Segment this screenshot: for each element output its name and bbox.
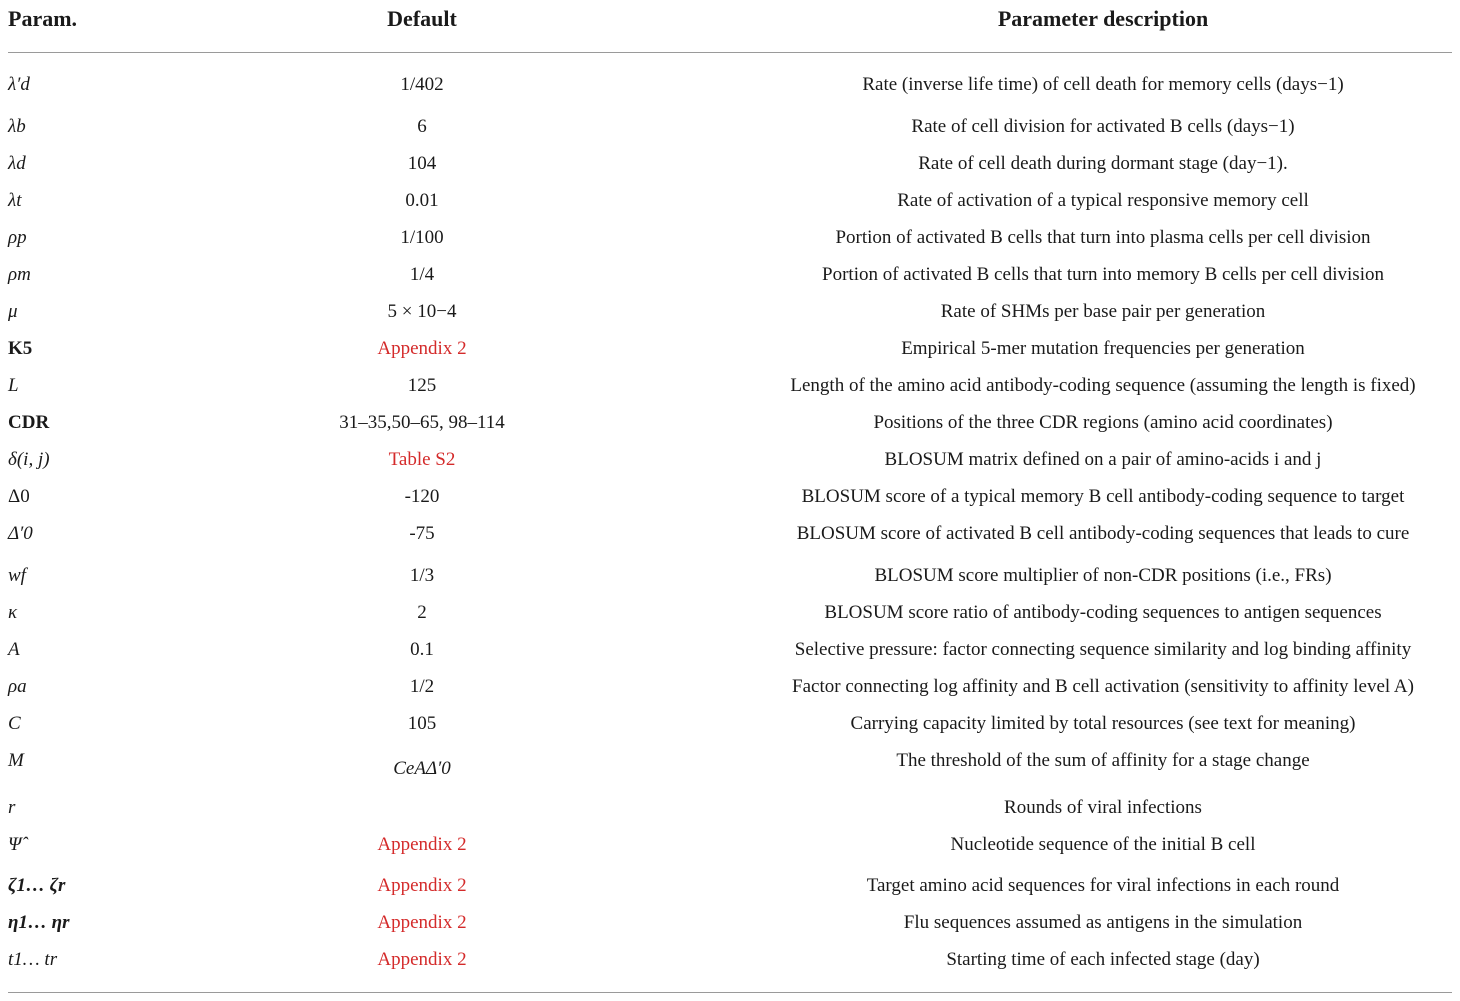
description-cell: Empirical 5-mer mutation frequencies per generation	[901, 338, 1305, 359]
param-cell: t1… tr	[8, 949, 58, 970]
param-cell: ρp	[8, 227, 27, 248]
param-cell: CDR	[8, 412, 50, 433]
param-cell: M	[8, 750, 24, 771]
description-cell: Rounds of viral infections	[1004, 797, 1202, 818]
table-row	[0, 189, 1460, 217]
table-row	[0, 712, 1460, 740]
table-row	[0, 337, 1460, 365]
header-default: Default	[387, 6, 457, 31]
table-row	[0, 749, 1460, 777]
param-cell: ρm	[8, 264, 31, 285]
param-cell: κ	[8, 602, 18, 623]
description-cell: Target amino acid sequences for viral infections in each round	[866, 875, 1340, 896]
description-cell: Carrying capacity limited by total resources (see text for meaning)	[850, 713, 1356, 734]
table-row	[0, 601, 1460, 629]
param-cell: ρa	[8, 676, 27, 697]
table-row	[0, 522, 1460, 550]
default-cell: 105	[407, 713, 437, 734]
default-cell: 1/100	[400, 227, 444, 248]
default-cell: 125	[407, 375, 437, 396]
table-row	[0, 115, 1460, 143]
description-cell: BLOSUM score ratio of antibody-coding sequences to antigen sequences	[824, 602, 1382, 623]
default-cell: 0.1	[410, 639, 434, 660]
param-cell: Δ′0	[8, 523, 33, 544]
table-row	[0, 73, 1460, 101]
default-link[interactable]: Table S2	[388, 449, 456, 470]
bottom-rule	[8, 992, 1452, 993]
default-cell: 5 × 10−4	[387, 301, 457, 322]
description-cell: Nucleotide sequence of the initial B cell	[950, 834, 1256, 855]
param-cell: η1… ηr	[8, 912, 70, 933]
table-row	[0, 796, 1460, 824]
table-row	[0, 411, 1460, 439]
description-cell: Length of the amino acid antibody-coding sequence (assuming the length is fixed)	[790, 375, 1416, 396]
default-cell: 104	[407, 153, 437, 174]
table-row	[0, 152, 1460, 180]
header-param: Param.	[8, 6, 78, 31]
table-row	[0, 485, 1460, 513]
param-cell: A	[8, 639, 20, 660]
description-cell: Selective pressure: factor connecting sequence similarity and log binding affinity	[794, 639, 1412, 660]
param-cell: λb	[8, 116, 26, 137]
header-rule	[8, 52, 1452, 53]
description-cell: Rate of SHMs per base pair per generation	[940, 301, 1266, 322]
description-cell: Portion of activated B cells that turn into memory B cells per cell division	[822, 264, 1384, 285]
default-cell: 1/4	[409, 264, 435, 285]
table-row	[0, 948, 1460, 976]
param-cell: ζ1… ζr	[8, 875, 66, 896]
table-row	[0, 675, 1460, 703]
description-cell: BLOSUM score multiplier of non-CDR positions (i.e., FRs)	[874, 565, 1332, 586]
table-row	[0, 374, 1460, 402]
param-cell: Δ0	[8, 486, 30, 507]
description-cell: BLOSUM score of a typical memory B cell antibody-coding sequence to target	[801, 486, 1405, 507]
param-cell: λ′d	[8, 74, 30, 95]
table-row	[0, 448, 1460, 476]
default-cell: -120	[404, 486, 440, 507]
default-cell: CeAΔ′0	[393, 758, 451, 779]
table-row	[0, 226, 1460, 254]
param-cell: wf	[8, 565, 26, 586]
table-row	[0, 300, 1460, 328]
default-cell: 31–35,50–65, 98–114	[339, 412, 505, 433]
description-cell: Rate of cell death during dormant stage (day−1).	[918, 153, 1288, 174]
description-cell: Flu sequences assumed as antigens in the simulation	[903, 912, 1303, 933]
default-link[interactable]: Appendix 2	[377, 834, 467, 855]
default-link[interactable]: Appendix 2	[377, 875, 467, 896]
table-row	[0, 911, 1460, 939]
param-cell: λd	[8, 153, 26, 174]
param-cell: μ	[8, 301, 18, 322]
table-row	[0, 564, 1460, 592]
description-cell: Rate of cell division for activated B cells (days−1)	[911, 116, 1295, 137]
param-cell: δ(i, j)	[8, 449, 50, 470]
param-cell: K5	[8, 338, 33, 359]
description-cell: BLOSUM matrix defined on a pair of amino-acids i and j	[884, 449, 1322, 470]
description-cell: Starting time of each infected stage (day)	[946, 949, 1260, 970]
description-cell: Portion of activated B cells that turn into plasma cells per cell division	[835, 227, 1371, 248]
table-row	[0, 638, 1460, 666]
description-cell: Rate of activation of a typical responsive memory cell	[897, 190, 1309, 211]
table-row	[0, 833, 1460, 861]
description-cell: Factor connecting log affinity and B cell activation (sensitivity to affinity level A)	[792, 676, 1414, 697]
table-row	[0, 263, 1460, 291]
default-cell: 1/402	[400, 74, 444, 95]
param-cell: r	[8, 797, 16, 818]
param-cell: L	[8, 375, 19, 396]
default-cell: 6	[417, 116, 427, 137]
default-link[interactable]: Appendix 2	[377, 949, 467, 970]
param-cell: Ψ̂	[8, 834, 22, 855]
default-cell: 0.01	[405, 190, 439, 211]
header-description: Parameter description	[997, 6, 1209, 31]
default-cell: 1/2	[409, 676, 435, 697]
default-link[interactable]: Appendix 2	[377, 912, 467, 933]
default-cell: 1/3	[409, 565, 435, 586]
table-row	[0, 874, 1460, 902]
default-cell: 2	[417, 602, 427, 623]
param-cell: C	[8, 713, 21, 734]
description-cell: Positions of the three CDR regions (amino acid coordinates)	[873, 412, 1333, 433]
param-cell: λt	[8, 190, 22, 211]
description-cell: The threshold of the sum of affinity for a stage change	[896, 750, 1310, 771]
description-cell: BLOSUM score of activated B cell antibody-coding sequences that leads to cure	[796, 523, 1410, 544]
default-link[interactable]: Appendix 2	[377, 338, 467, 359]
description-cell: Rate (inverse life time) of cell death for memory cells (days−1)	[862, 74, 1344, 95]
default-cell: -75	[409, 523, 435, 544]
